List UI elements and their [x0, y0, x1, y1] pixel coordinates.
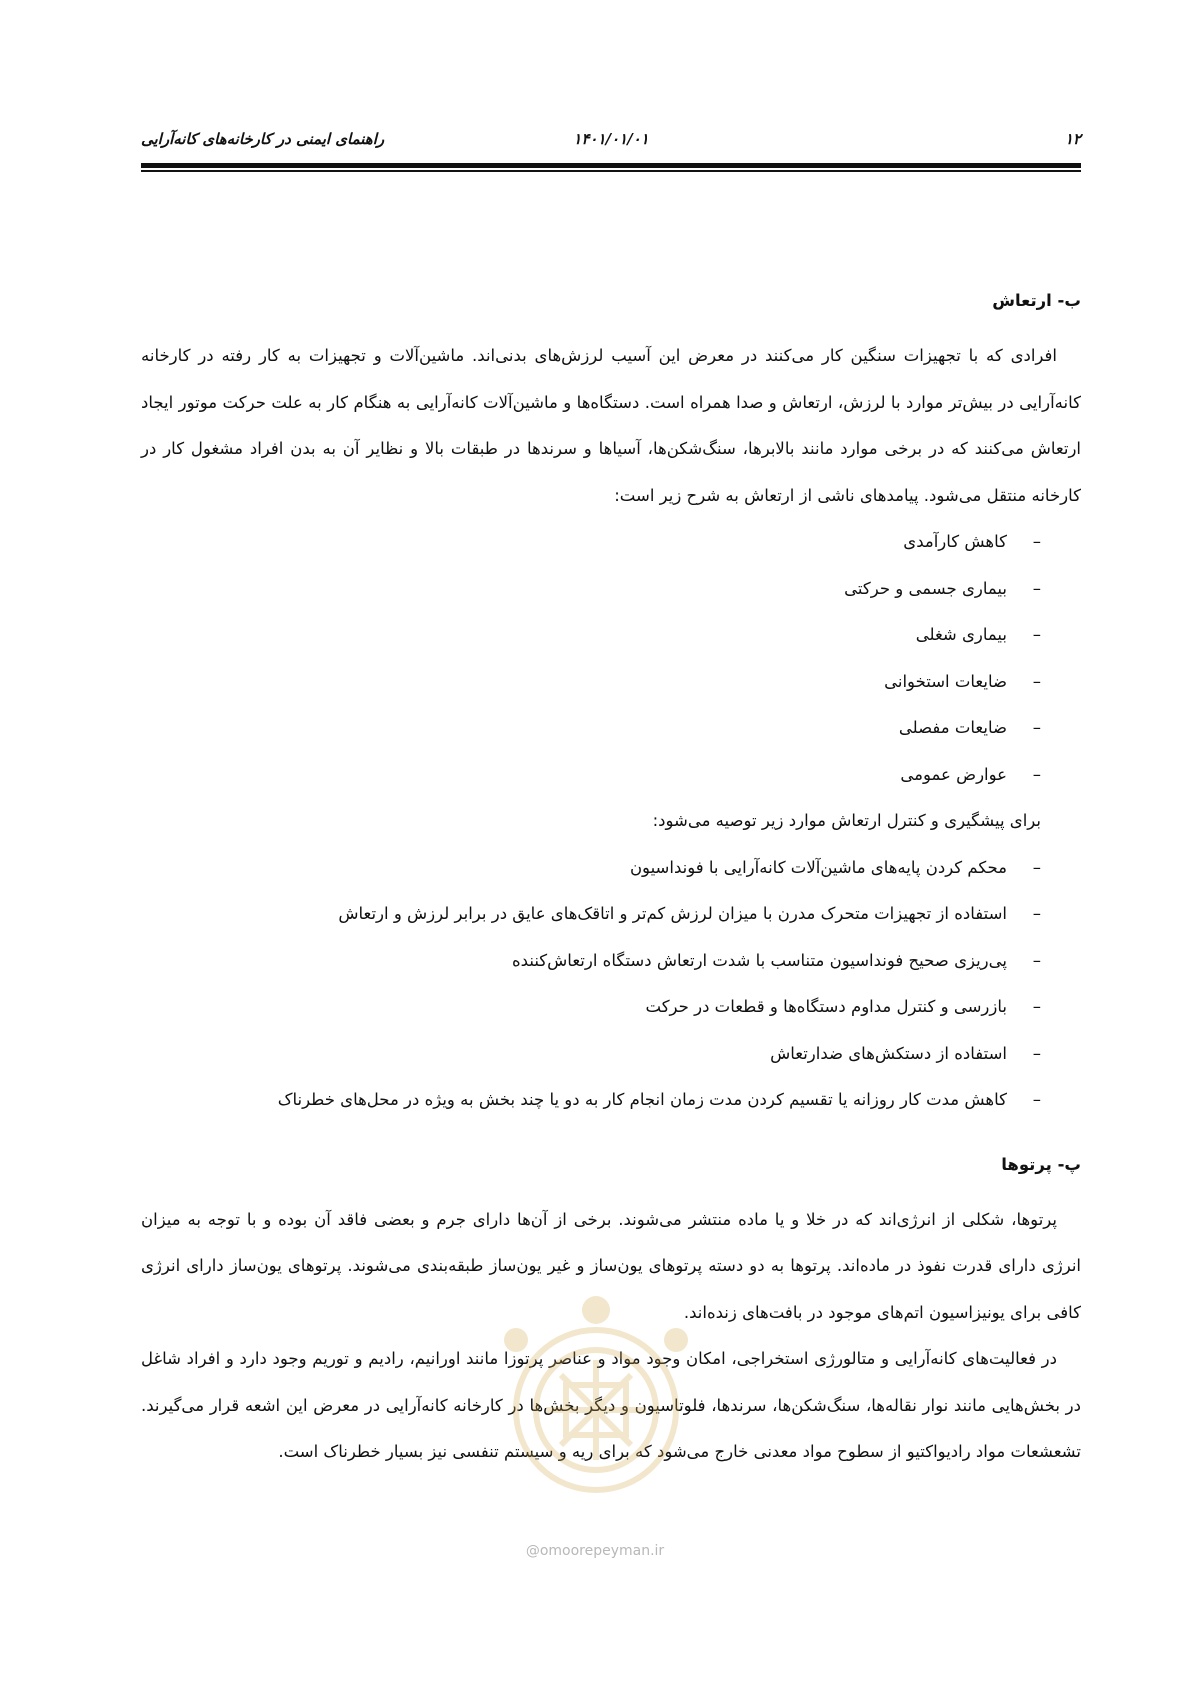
list-item: – استفاده از تجهیزات متحرک مدرن با میزان لرزش کم‌تر و اتاقک‌های عایق در برابر لرزش و ارتعاش: [338, 904, 1041, 923]
radiation-paragraph-2: در فعالیت‌های کانه‌آرایی و متالورژی استخراجی، امکان وجود مواد و عناصر پرتوزا مانند اورانیم، رادیم و توریم وجود دارد و افراد شاغل در بخش‌هایی مانند نوار نقاله‌ها، سنگ‌شکن‌ها، سرندها، فلوتاسیون و دیگر بخش‌ها در کارخانه کانه‌آرایی در معرض این اشعه قرار می‌گیرند. تشعشعات مواد رادیواکتیو از سطوح مواد معدنی خارج می‌شود که برای ریه و سیستم تنفسی نیز بسیار خطرناک است.: [141, 1349, 1081, 1461]
list-item: – استفاده از دستکش‌های ضدارتعاش: [770, 1043, 1041, 1063]
list-item: – بیماری شغلی: [915, 625, 1041, 644]
list-item: – محکم کردن پایه‌های ماشین‌آلات کانه‌آرایی با فونداسیون: [629, 857, 1041, 877]
list-item: – کاهش مدت کار روزانه یا تقسیم کردن مدت زمان انجام کار به دو یا چند بخش به ویژه در محل‌های خطرناک: [277, 1090, 1041, 1109]
list-item: – ضایعات مفصلی: [898, 718, 1041, 737]
list-item: – کاهش کارآمدی: [903, 532, 1041, 551]
header-date: ۱۴۰۱/۰۱/۰۱: [573, 130, 649, 148]
list-item: – ضایعات استخوانی: [884, 671, 1041, 691]
radiation-paragraph-1: پرتوها، شکلی از انرژی‌اند که در خلا و یا ماده منتشر می‌شوند. برخی از آن‌ها دارای جرم و بعضی فاقد آن بوده و با توجه به میزان انرژی دارای قدرت نفوذ در ماده‌اند. پرتوها به دو دسته پرتوهای یون‌ساز و غیر یون‌ساز طبقه‌بندی می‌شوند. پرتوهای یون‌ساز دارای انرژی کافی برای یونیزاسیون اتم‌های موجود در بافت‌های زنده‌اند.: [141, 1209, 1081, 1322]
header-rule-thick: [141, 163, 1081, 168]
list-item: – پی‌ریزی صحیح فونداسیون متناسب با شدت ارتعاش دستگاه ارتعاش‌کننده: [512, 950, 1041, 970]
prevention-intro: برای پیشگیری و کنترل ارتعاش موارد زیر توصیه می‌شود:: [652, 811, 1041, 830]
consequences-list: [141, 519, 1081, 798]
gear-logo-icon: [486, 1270, 706, 1520]
header-title: راهنمای ایمنی در کارخانه‌های کانه‌آرایی: [141, 130, 385, 148]
watermark-text: @omoorepeyman.ir: [525, 1543, 665, 1559]
section-heading-vibration: ب- ارتعاش: [992, 291, 1081, 310]
list-item: – بیماری جسمی و حرکتی: [844, 578, 1041, 598]
prevention-list: [141, 845, 1081, 1124]
list-item: – عوارض عمومی: [900, 764, 1041, 784]
header-rule-thin: [141, 170, 1081, 172]
section-heading-radiation: پ- پرتوها: [1001, 1154, 1081, 1174]
list-item: – بازرسی و کنترل مداوم دستگاه‌ها و قطعات در حرکت: [645, 997, 1041, 1016]
page-number: ۱۲: [1064, 130, 1081, 148]
running-header: [141, 128, 1081, 154]
vibration-paragraph: افرادی که با تجهیزات سنگین کار می‌کنند در معرض این آسیب لرزش‌های بدنی‌اند. ماشین‌آلات و تجهیزات به کار رفته در کارخانه کانه‌آرایی در بیش‌تر موارد با لرزش، ارتعاش و صدا همراه است. دستگاه‌ها و ماشین‌آلات کانه‌آرایی به هنگام کار به علت حرکت موتور ایجاد ارتعاش می‌کنند که در برخی موارد مانند بالابرها، سنگ‌شکن‌ها، آسیاها و سرندها در طبقات بالا و نظایر آن به بدن افراد مشغول کار در کارخانه منتقل می‌شود. پیامدهای ناشی از ارتعاش به شرح زیر است:: [141, 346, 1081, 505]
